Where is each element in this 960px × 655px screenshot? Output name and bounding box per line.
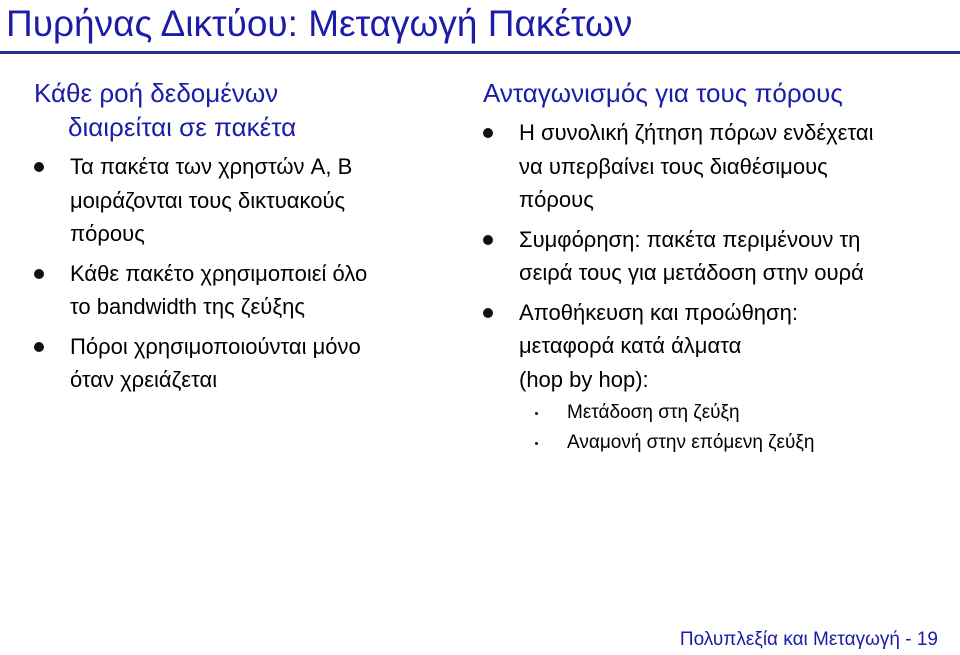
bullet-dot-icon bbox=[483, 235, 493, 245]
bullet-line: μεταφορά κατά άλματα bbox=[519, 333, 742, 358]
bullet-line: μοιράζονται τους δικτυακούς bbox=[70, 187, 346, 213]
bullet-line: πόρους bbox=[70, 221, 145, 246]
bullet-dot-icon bbox=[483, 308, 493, 318]
bullet-line: Κάθε πακέτο χρησιμοποιεί όλο bbox=[70, 260, 368, 286]
right-bullet-3 bbox=[483, 296, 953, 363]
title-rule bbox=[0, 51, 960, 54]
bullet-line: το bandwidth της ζεύξης bbox=[70, 294, 306, 319]
left-heading bbox=[34, 76, 464, 144]
sub-bullet-text: Αναμονή στην επόμενη ζεύξη bbox=[567, 432, 815, 453]
bullet-line: Πόροι χρησιμοποιούνται μόνο bbox=[70, 333, 361, 359]
right-bullet-list bbox=[483, 116, 953, 363]
right-heading: Ανταγωνισμός για τους πόρους bbox=[483, 78, 843, 108]
bullet-line: όταν χρειάζεται bbox=[70, 367, 218, 392]
bullet-line: Η συνολική ζήτηση πόρων ενδέχεται bbox=[519, 120, 874, 145]
bullet-line: να υπερβαίνει τους διαθέσιμους bbox=[519, 153, 828, 179]
sub-bullet-list bbox=[483, 398, 953, 458]
sub-bullet-1 bbox=[483, 398, 953, 428]
bullet-dot-icon bbox=[34, 342, 44, 352]
bullet-dot-icon bbox=[483, 128, 493, 138]
left-bullet-3 bbox=[34, 330, 464, 397]
left-heading-line-1: Κάθε ροή δεδομένων bbox=[34, 78, 279, 108]
right-bullet-1 bbox=[483, 116, 953, 217]
slide-footer: Πολυπλεξία και Μεταγωγή - 19 bbox=[679, 629, 938, 650]
bullet-line: πόρους bbox=[519, 187, 594, 212]
bullet-line: Αποθήκευση και προώθηση: bbox=[519, 299, 798, 325]
left-bullet-2 bbox=[34, 257, 464, 324]
sub-bullet-dot-icon bbox=[535, 442, 538, 445]
bullet-line: σειρά τους για μετάδοση στην ουρά bbox=[519, 260, 864, 285]
sub-bullet-2 bbox=[483, 428, 953, 458]
right-column bbox=[483, 76, 953, 458]
bullet-dot-icon bbox=[34, 162, 44, 172]
bullet-line: Τα πακέτα των χρηστών A, B bbox=[70, 154, 353, 179]
bullet-line: Συμφόρηση: πακέτα περιμένουν τη bbox=[519, 226, 861, 252]
bullet-dot-icon bbox=[34, 269, 44, 279]
right-bullet-2 bbox=[483, 223, 953, 290]
left-column bbox=[34, 76, 464, 403]
left-bullet-1 bbox=[34, 150, 464, 251]
slide-title: Πυρήνας Δικτύου: Μεταγωγή Πακέτων bbox=[6, 3, 633, 44]
sub-bullet-dot-icon bbox=[535, 412, 538, 415]
hop-by-hop-line: (hop by hop): bbox=[519, 366, 649, 392]
left-bullet-list bbox=[34, 150, 464, 397]
left-heading-line-2: διαιρείται σε πακέτα bbox=[68, 112, 297, 142]
sub-bullet-text: Μετάδοση στη ζεύξη bbox=[567, 402, 740, 423]
